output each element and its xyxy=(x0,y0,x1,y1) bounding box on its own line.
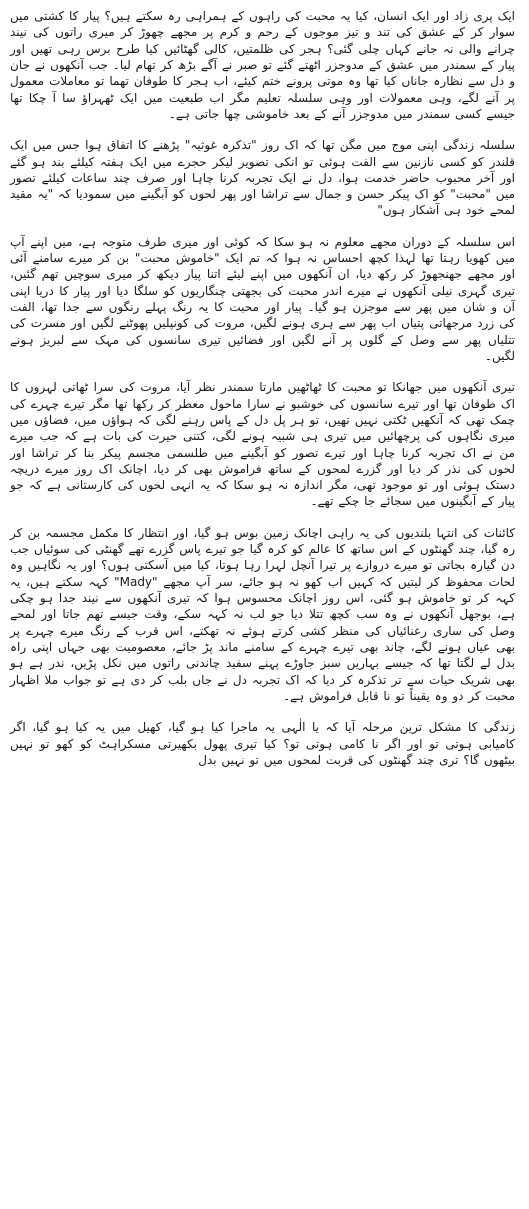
paragraph-6: زندگی کا مشکل ترین مرحلہ آیا کہ یا الٰہی یہ ماجرا کیا ہو گیا، کھیل میں یہ کیا ہو گیا، اگر کامیابی ہوتی تو اور اگر نا کامی ہوتی تو؟ کیا تیری پھول بکھیرتی مسکراہٹ کو کھو تو نہیں بیٹھوں گا؟ تری چند گھنٹوں کی قربت لمحوں میں تو نہیں بدل xyxy=(10,720,515,767)
paragraph-2: سلسلہ زندگی اپنی موج میں مگن تھا کہ اک روز "تذکرہ غوثیہ" پڑھنے کا اتفاق ہوا جس میں ایک قلندر کو کسی نازنین سے الفت ہوئی تو انکی تصویر لیکر حجرے میں ایک ہفتہ کیلئے بند ہو گئے اور آخر محبوب حاضر خدمت ہوا، دل نے ایک تجربہ کرنا چاہا اور صرف چند ساعات کیلئے تصور میں "محبت" کو اک پیکر حسن و جمال سے تراشا اور پھر لحوں کو آبگینے میں سمودیا کہ "یہ مقید لمحے خود ہی آشکار ہوں" xyxy=(10,138,515,218)
paragraph-5: کائنات کی انتہا بلندیوں کی یہ راہی اچانک زمین بوس ہو گیا، اور انتظار کا مکمل مجسمہ بن کر رہ گیا، چند گھنٹوں کے اس ساتھ کا عالم کو کرہ گیا جو تیرے پاس گزرے تھے گھنٹی کی سوئیاں جب دن گیارہ بجاتی تو میرے دروازے پر تیرا آنچل لہرا رہا ہوتا، کیا میں آسکتی ہوں؟ اور یہ نگاہیں وہ لحات محفوظ کر لیتیں کہ کہیں اب کھو نہ ہو جائے، سر آپ مجھے "Mady" کہہ سکتے ہیں، یہ کہہ کر تو خاموش ہو گئی، اس روز اچانک محسوس ہوا کہ تیری آنکھوں سے نیند جدا ہو چکی ہے، بوجھل آنکھوں نے وہ سب کچھ تتلا دیا جو لب نہ کہہ سکے، وقت جیسے تھم جاتا اور لمحے وصل کی ساری رعنائیاں کی منظر کشی کرتے ہوئے نہ تھکتے، اس قرب کے رنگ میرے چہرے پر بھی عیاں ہونے لگے، چاند بھی تیرے چہرے کے سامنے ماند پڑ جائے، معصومیت بھی جہاں اپنی راہ بدل لے لگتا تھا کہ جیسے بہاریں سبز جاوڑے پہنے سفید چاندنی راتوں میں نکل پڑیں، ندر ہے ہو بھی شریک حیات سے تر تذکرہ کر دیا کہ اک تجربہ دل نے جاں بلب کر دی ہے تو جواب ملا اظہار محبت کر دو وہ یقیناً تو نا قابل فراموش ہے۔ xyxy=(10,525,516,703)
paragraph-1: ایک پری زاد اور ایک انسان، کیا یہ محبت کی راہوں کے ہمراہی رہ سکتے ہیں؟ پیار کا کشتی میں سوار کر کے عشق کی تند و تیز موجوں کے رحم و کرم پر مجھے چھوڑ کر میری راتوں کی نیند چرانے والی نہ جانے کہاں چلی گئی؟ ہجر کی ظلمتیں، کالی گھٹائیں کیا طرح برس رہی تھیں اور پیار کے سمندر میں عشق کے مدوجزر اٹھتے گئے تو صبر نے آگے بڑھ کر تھام لیا۔ جب آنکھوں نے جان و دل سے نظارہ جاناں کیا تھا وہ موتی پرونے ختم کیئے، اب ہجر کا طوفان تھما تو معاملات معمول پر آنے لگے، وہی معمولات اور وہی سلسلہ تعلیم مگر اب طبعیت میں ایک ٹھہراؤ سا آ چکا تھا جیسے کسی سمندر میں مدوجزر آنے کے بعد خاموشی چھا جاتی ہے۔ xyxy=(10,9,515,121)
paragraph-3: اس سلسلہ کے دوران مجھے معلوم نہ ہو سکا کہ کوئی اور میری طرف متوجہ ہے، میں اپنے آپ میں کھویا رہتا تھا لہذا کچھ احساس نہ ہوا کہ تم ایک "خاموش محبت" بن کر میرے سامنے آئی اور مجھے جھنجھوڑ کر رکھ دیا، ان آنکھوں میں اپنے لیئے اتنا پیار دیکھ کر میری سوچیں تھم گئیں، تیری گہری نیلی آنکھوں نے میرے اندر محبت کی بجھتی چنگاریوں کو سلگا دیا اور پیار کا دریا اپنی آن و شان میں پھر سے موجزن ہو گیا۔ پیار اور محبت کا یہ رنگ پہلے رنگوں سے جدا تھا، الفت کی زرد مرجھاتی پتیاں اب پھر سے ہری ہونے لگیں، مروت کی کونپلیں پھوٹنے لگیں اور مسرت کی تتلیاں پھر سے وصل کے گلوں پر آنے لگیں اور فضائیں تیری سانسوں کی مہک سے لبریز ہونے لگیں۔ xyxy=(10,234,515,363)
paragraph-4: تیری آنکھوں میں جھانکا تو محبت کا ٹھاٹھیں مارتا سمندر نظر آیا، مروت کی سرا ٹھاتی لہروں کا اک طوفان تھا اور تیرے سانسوں کی خوشبو نے سارا ماحول معطر کر رکھا تھا مگر تیرے چہرے کی چمک تھی کہ آنکھیں ٹکتی نہیں تھیں، تو ہر پل دل کے پاس رہنے لگی کہ ہواؤں میں، فضاؤں میں میری نگاہوں کی پرچھائیں میں تیری ہی شبیہ ہونے لگی، کتنی حیرت کی بات ہے کہ جب میرے من نے اک تجربہ کرنا چاہا اور تیرے تصور کو آبگینے میں طلسمی مجسم پیکر بنا کر تراشا اور لحوں کی نذر کر دیا اور گزرے لمحوں کے ساتھ فراموش بھی کر دیا، اچانک اک روز میرے دریچہ دستک ہوئی اور تو موجود تھی، مگر اندازہ نہ ہو سکا کہ یہ انہی لحوں کی کارستانی ہے کہ جو پیار کے آبگینوں میں سجائے جا چکے تھے۔ xyxy=(10,380,515,509)
